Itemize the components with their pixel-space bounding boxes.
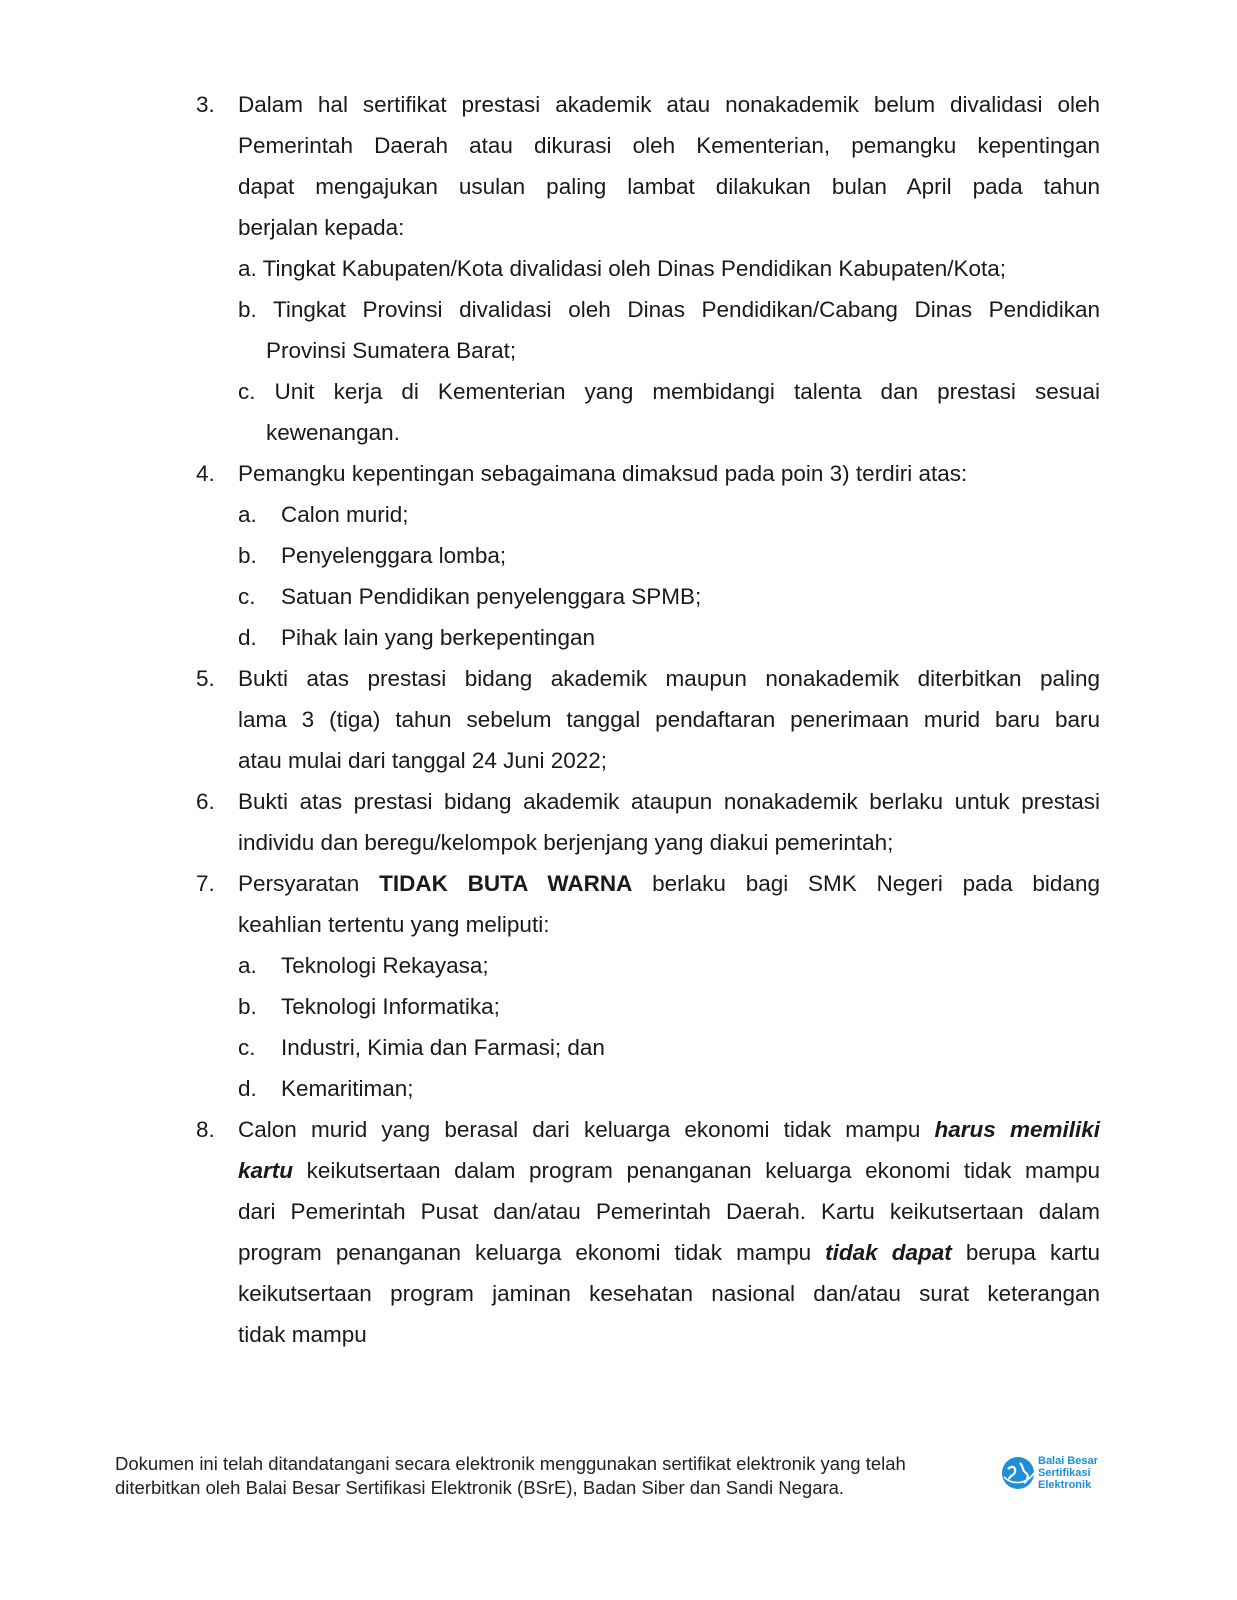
sub-item-continuation: Provinsi Sumatera Barat;: [266, 338, 517, 363]
emphasis-bold: TIDAK BUTA WARNA: [379, 871, 633, 896]
logo-text-line: Balai Besar: [1038, 1455, 1098, 1467]
sub-item: Satuan Pendidikan penyelenggara SPMB;: [281, 584, 702, 609]
sub-item: Teknologi Informatika;: [281, 994, 500, 1019]
item-number: 4.: [196, 461, 215, 486]
sub-item: Industri, Kimia dan Farmasi; dan: [281, 1035, 605, 1060]
paragraph-line: lama 3 (tiga) tahun sebelum tanggal pendaftaran penerimaan murid baru baru: [238, 707, 1100, 732]
text-segment: berupa kartu: [965, 1240, 1100, 1265]
item-number: 6.: [196, 789, 215, 814]
paragraph-line: dari Pemerintah Pusat dan/atau Pemerintah Daerah. Kartu keikutsertaan dalam: [238, 1199, 1100, 1224]
text-segment: Calon murid yang berasal dari keluarga ekonomi tidak mampu: [238, 1117, 921, 1142]
paragraph-line: Pemerintah Daerah atau dikurasi oleh Kementerian, pemangku kepentingan: [238, 133, 1100, 158]
paragraph-line: [238, 1150, 1100, 1191]
paragraph-line: individu dan beregu/kelompok berjenjang yang diakui pemerintah;: [238, 830, 894, 855]
emphasis-bold-italic: harus memiliki: [934, 1117, 1100, 1142]
text-segment: keikutsertaan dalam program penanganan keluarga ekonomi tidak mampu: [306, 1158, 1100, 1183]
sub-item-letter: d.: [238, 625, 257, 650]
item-number: 8.: [196, 1117, 215, 1142]
footer-line: Dokumen ini telah ditandatangani secara elektronik menggunakan sertifikat elektronik yang telah: [115, 1453, 906, 1474]
sub-item-letter: a.: [238, 953, 257, 978]
globe-icon: [1000, 1455, 1036, 1491]
paragraph-line: Dalam hal sertifikat prestasi akademik atau nonakademik belum divalidasi oleh: [238, 92, 1100, 117]
sub-item-letter: b.: [238, 543, 257, 568]
paragraph-line: Bukti atas prestasi bidang akademik ataupun nonakademik berlaku untuk prestasi: [238, 789, 1100, 814]
sub-item: Penyelenggara lomba;: [281, 543, 507, 568]
emphasis-bold-italic: kartu: [238, 1158, 294, 1183]
paragraph-line: atau mulai dari tanggal 24 Juni 2022;: [238, 748, 608, 773]
sub-item: a. Tingkat Kabupaten/Kota divalidasi oleh Dinas Pendidikan Kabupaten/Kota;: [238, 256, 1007, 281]
paragraph-line: [238, 863, 1100, 904]
logo-text-line: Elektronik: [1038, 1479, 1092, 1491]
text-segment: berlaku bagi SMK Negeri pada bidang: [652, 871, 1100, 896]
paragraph-line: tidak mampu: [238, 1322, 367, 1347]
sub-item-letter: d.: [238, 1076, 257, 1101]
sub-item-continuation: kewenangan.: [266, 420, 400, 445]
sub-item: c. Unit kerja di Kementerian yang membidangi talenta dan prestasi sesuai: [238, 379, 1100, 404]
paragraph-line: Bukti atas prestasi bidang akademik maupun nonakademik diterbitkan paling: [238, 666, 1100, 691]
text-segment: Persyaratan: [238, 871, 360, 896]
sub-item-letter: a.: [238, 502, 257, 527]
footer-line: diterbitkan oleh Balai Besar Sertifikasi Elektronik (BSrE), Badan Siber dan Sandi Negara.: [115, 1477, 845, 1498]
sub-item: Pihak lain yang berkepentingan: [281, 625, 595, 650]
paragraph-line: keikutsertaan program jaminan kesehatan nasional dan/atau surat keterangan: [238, 1281, 1100, 1306]
paragraph-line: dapat mengajukan usulan paling lambat dilakukan bulan April pada tahun: [238, 174, 1100, 199]
item-number: 7.: [196, 871, 215, 896]
paragraph-line: [238, 1232, 1100, 1273]
text-segment: program penanganan keluarga ekonomi tidak mampu: [238, 1240, 812, 1265]
signature-footer: [115, 1452, 975, 1500]
paragraph-line: Pemangku kepentingan sebagaimana dimaksud pada poin 3) terdiri atas:: [238, 461, 968, 486]
sub-item-letter: b.: [238, 994, 257, 1019]
sub-item: Teknologi Rekayasa;: [281, 953, 489, 978]
paragraph-line: keahlian tertentu yang meliputi:: [238, 912, 550, 937]
item-number: 5.: [196, 666, 215, 691]
sub-item-letter: c.: [238, 1035, 256, 1060]
sub-item: b. Tingkat Provinsi divalidasi oleh Dinas Pendidikan/Cabang Dinas Pendidikan: [238, 297, 1100, 322]
item-number: 3.: [196, 92, 215, 117]
paragraph-line: [238, 1109, 1100, 1150]
sub-item-letter: c.: [238, 584, 256, 609]
paragraph-line: berjalan kepada:: [238, 215, 405, 240]
logo-text: [1038, 1455, 1098, 1491]
sub-item: Calon murid;: [281, 502, 409, 527]
logo-text-line: Sertifikasi: [1038, 1467, 1091, 1479]
emphasis-bold-italic: tidak dapat: [825, 1240, 952, 1265]
sub-item: Kemaritiman;: [281, 1076, 414, 1101]
bsre-logo: [1000, 1455, 1120, 1495]
